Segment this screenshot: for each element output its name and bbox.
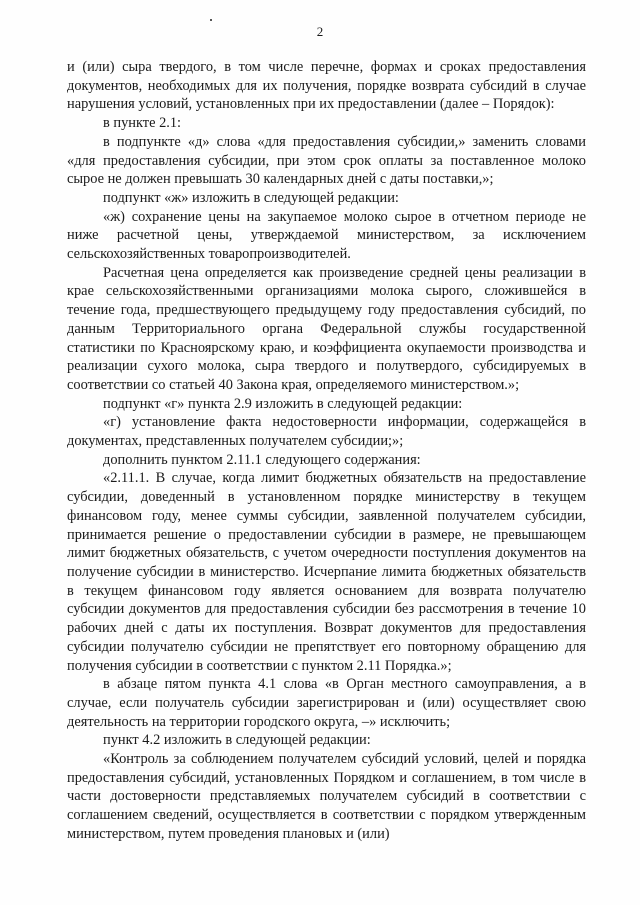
paragraph-4: подпункт «ж» изложить в следующей редакции: — [103, 189, 399, 206]
paragraph-3: в подпункте «д» слова «для предоставления субсидии,» заменить словами «для предоставления субсидии, при этом срок оплаты за поставленное молоко сырое не должен превышать 30 календарных дней с даты поставки,»; — [67, 133, 586, 188]
paragraph-11: в абзаце пятом пункта 4.1 слова «в Орган местного самоуправления, а в случае, если получатель субсидии зарегистрирован и (или) осуществляет свою деятельность на территории городского округа, –» исключить; — [67, 676, 586, 730]
page-number: 2 — [316, 24, 324, 39]
paragraph-7: подпункт «г» пункта 2.9 изложить в следующей редакции: — [103, 395, 463, 412]
paragraph-6: Расчетная цена определяется как произведение средней цены реализации в крае сельскохозяйственными организациями молока сырого, сложившейся в течение года, предшествующего предыдущему году предоставления субсидий, по данным Территориального органа Федеральной службы государственной статистики по Красноярскому краю, и коэффициента окупаемости производства и реализации сухого молока, сыра твердого и полутвердого, субсидируемых в соответствии со статьей 40 Закона края, определяемого министерством.»; — [67, 264, 586, 393]
paragraph-1: и (или) сыра твердого, в том числе перечне, формах и сроках предоставления документов, необходимых для их получения, порядке возврата субсидий в случае нарушения условий, установленных при их предоставлении (далее – Порядок): — [67, 59, 586, 113]
paragraph-9: дополнить пунктом 2.11.1 следующего содержания: — [103, 451, 421, 468]
paragraph-13: «Контроль за соблюдением получателем субсидий условий, целей и порядка предоставления субсидий, установленных Порядком и соглашением, в том числе в части достоверности представляемых получателем субсидий в соответствии с соглашением сведений, осуществляется в соответствии с порядком утвержденным министерством, путем проведения плановых и (или) — [67, 751, 586, 842]
document-body — [67, 58, 586, 844]
paragraph-8: «г) установление факта недостоверности информации, содержащейся в документах, представленных получателем субсидии;»; — [67, 414, 586, 450]
paragraph-2: в пункте 2.1: — [103, 115, 182, 132]
paragraph-10: «2.11.1. В случае, когда лимит бюджетных обязательств на предоставление субсидии, доведенный в установленном порядке министерству в текущем финансовом году, менее суммы субсидии, заявленной получателем субсидии, принимается решение о предоставлении субсидии в размере, не превышающем лимит бюджетных обязательств, с учетом очередности поступления документов на получение субсидии в министерство. Исчерпание лимита бюджетных обязательств в текущем финансовом году является основанием для возврата получателю субсидии документов для предоставления субсидии без рассмотрения в течение 10 рабочих дней с даты их поступления. Возврат документов для предоставления субсидии получателю субсидии не препятствует его повторному обращению для получения субсидии в соответствии с пунктом 2.11 Порядка.»; — [67, 470, 586, 674]
scan-mark — [210, 19, 212, 21]
paragraph-12: пункт 4.2 изложить в следующей редакции: — [103, 732, 371, 749]
paragraph-5: «ж) сохранение цены на закупаемое молоко сырое в отчетном периоде не ниже расчетной цены, утверждаемой министерством, за исключением сельскохозяйственных товаропроизводителей. — [67, 208, 586, 263]
